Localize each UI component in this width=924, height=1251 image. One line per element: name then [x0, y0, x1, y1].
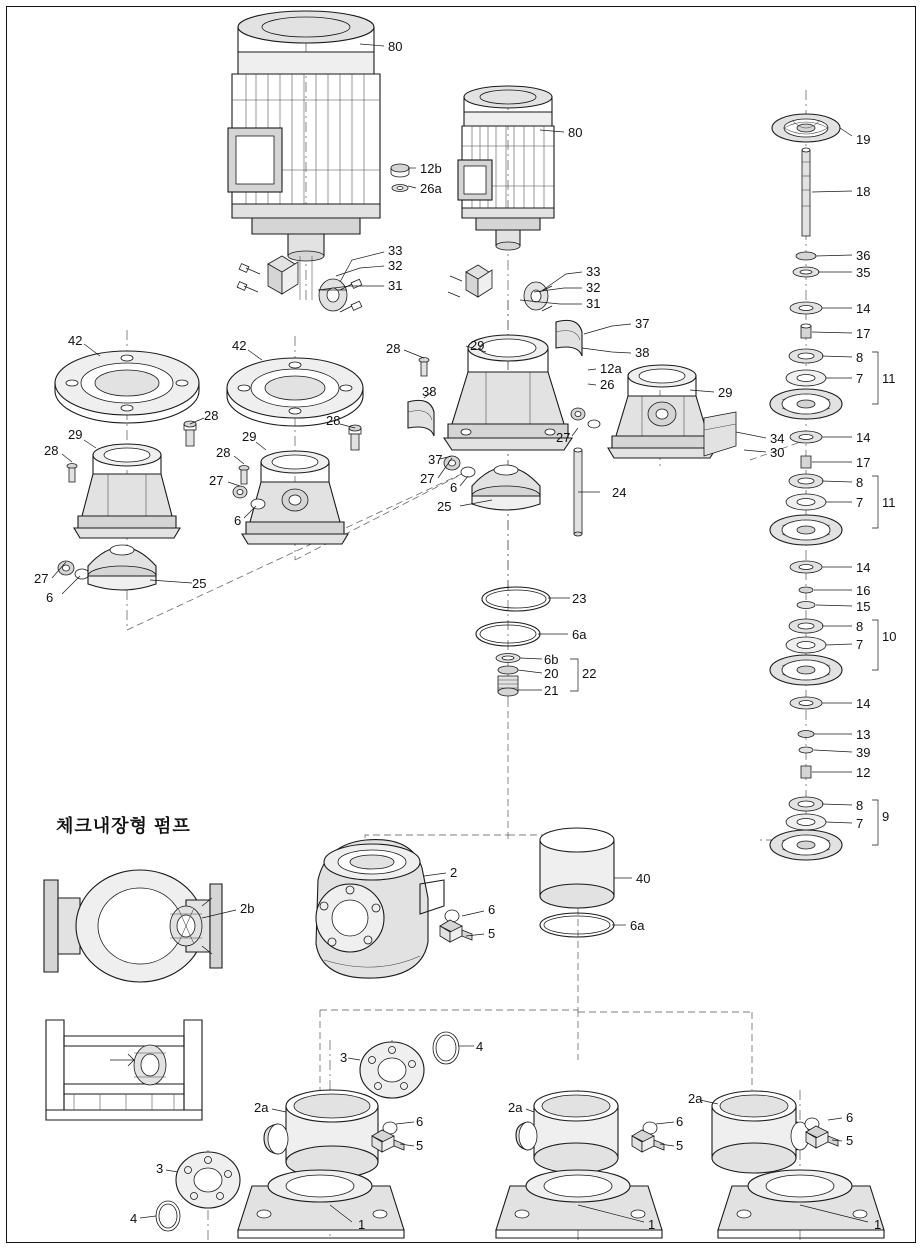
callout-4-left-bottom: 4: [130, 1211, 138, 1226]
flange-42-left: [55, 351, 199, 423]
callout-5-left: 5: [416, 1138, 424, 1153]
check-valve-pump-section: [46, 1020, 202, 1120]
callout-12a: 12a: [600, 361, 622, 376]
section-title: 체크내장형 펌프: [56, 816, 191, 836]
callout-24: 24: [612, 485, 627, 500]
motor-small: [458, 86, 554, 250]
callout-28-d: 28: [44, 443, 59, 458]
callout-38-a: 38: [635, 345, 650, 360]
flange-3-left-bottom: [176, 1152, 240, 1208]
callout-15: 15: [856, 599, 871, 614]
callout-8-b: 8: [856, 475, 864, 490]
shaft-guard-38-b: [408, 400, 434, 436]
callout-4-left-top: 4: [476, 1039, 484, 1054]
callout-6-mid: 6: [676, 1114, 684, 1129]
callout-27-d: 27: [34, 571, 49, 586]
stool-29-left: [74, 444, 180, 538]
callout-29-right: 29: [718, 385, 733, 400]
callout-8-d: 8: [856, 798, 864, 813]
callout-40: 40: [636, 871, 651, 886]
chamber-2a-mid: [516, 1091, 618, 1173]
callout-6a-seal: 6a: [572, 627, 587, 642]
callout-16: 16: [856, 583, 871, 598]
callout-6b: 6b: [544, 652, 559, 667]
callout-32-right: 32: [586, 280, 601, 295]
seal-stack: [476, 587, 550, 696]
callout-9: 9: [882, 809, 890, 824]
callout-20: 20: [544, 666, 559, 681]
stool-29-center: [444, 335, 572, 450]
callout-2a-mid: 2a: [508, 1100, 523, 1115]
flange-42-right: [227, 358, 363, 426]
callout-21: 21: [544, 683, 559, 698]
callout-14-b: 14: [856, 430, 871, 445]
callout-14-a: 14: [856, 301, 871, 316]
base-1-left: [238, 1170, 404, 1238]
callout-26: 26: [600, 377, 615, 392]
callout-7-c: 7: [856, 637, 864, 652]
assembly-centerlines: [127, 22, 806, 1240]
callout-12: 12: [856, 765, 871, 780]
callout-37-b: 37: [428, 452, 443, 467]
callout-28-b: 28: [204, 408, 219, 423]
callout-25-left: 25: [192, 576, 207, 591]
callout-1-mid: 1: [648, 1217, 656, 1232]
shaft-guard-38-a: [556, 320, 582, 356]
callout-1-left: 1: [358, 1217, 366, 1232]
callout-6-right: 6: [846, 1110, 854, 1125]
callout-7-b: 7: [856, 495, 864, 510]
callout-14-d: 14: [856, 696, 871, 711]
callout-23: 23: [572, 591, 587, 606]
cap-25-center: [472, 465, 540, 510]
callout-31-left: 31: [388, 278, 403, 293]
callout-2: 2: [450, 865, 458, 880]
base-1-mid: [496, 1170, 662, 1238]
callout-5-mid: 5: [676, 1138, 684, 1153]
callout-80-small: 80: [568, 125, 583, 140]
callout-29-left2: 29: [242, 429, 257, 444]
callout-2a-left: 2a: [254, 1100, 269, 1115]
callout-17-b: 17: [856, 455, 871, 470]
callout-13: 13: [856, 727, 871, 742]
pump-housing-2: [316, 840, 444, 979]
flange-3-left-top: [360, 1042, 424, 1098]
callout-42-a: 42: [68, 333, 83, 348]
callout-7-a: 7: [856, 371, 864, 386]
plate-34-30: [704, 412, 736, 456]
callout-22: 22: [582, 666, 597, 681]
callout-19: 19: [856, 132, 871, 147]
callout-2b: 2b: [240, 901, 255, 916]
callout-12b: 12b: [420, 161, 442, 176]
callout-18: 18: [856, 184, 871, 199]
plug-6-5-mid: [632, 1122, 664, 1152]
motor-large: [228, 11, 380, 300]
callout-1-right: 1: [874, 1217, 882, 1232]
callout-6-a3: 6: [46, 590, 54, 605]
callout-17-a: 17: [856, 326, 871, 341]
coupling-right: [448, 265, 552, 311]
callout-28-a: 28: [386, 341, 401, 356]
callout-30: 30: [770, 445, 785, 460]
ring-4-left-top: [433, 1032, 459, 1064]
callout-35: 35: [856, 265, 871, 280]
callout-36: 36: [856, 248, 871, 263]
callout-34: 34: [770, 431, 785, 446]
callout-6a-sleeve: 6a: [630, 918, 645, 933]
callout-27-a: 27: [556, 430, 571, 445]
stool-29-left2: [242, 451, 348, 544]
callout-32-left: 32: [388, 258, 403, 273]
callout-3-left-top: 3: [340, 1050, 348, 1065]
callout-7-d: 7: [856, 816, 864, 831]
callout-6-center: 6: [488, 902, 496, 917]
callout-25-center: 25: [437, 499, 452, 514]
callout-6-left: 6: [416, 1114, 424, 1129]
chamber-2a-left: [264, 1090, 378, 1178]
callout-31-right: 31: [586, 296, 601, 311]
stool-29-right: [608, 365, 716, 458]
callout-6-a1: 6: [234, 513, 242, 528]
callout-6-a2: 6: [450, 480, 458, 495]
callout-3-left-bottom: 3: [156, 1161, 164, 1176]
callout-27-c: 27: [420, 471, 435, 486]
check-valve-pump-iso: [44, 870, 222, 982]
coupling-left: [237, 256, 362, 312]
ring-4-left-bottom: [156, 1201, 180, 1231]
callout-26a: 26a: [420, 181, 442, 196]
callout-28-c: 28: [326, 413, 341, 428]
callout-33-right: 33: [586, 264, 601, 279]
chamber-2a-right: [712, 1091, 809, 1173]
plug-6-5-right: [805, 1118, 838, 1148]
callout-80-large: 80: [388, 39, 403, 54]
callout-5-right: 5: [846, 1133, 854, 1148]
callout-29-left: 29: [68, 427, 83, 442]
callout-42-b: 42: [232, 338, 247, 353]
callout-28-e: 28: [216, 445, 231, 460]
callout-8-c: 8: [856, 619, 864, 634]
callout-5-center: 5: [488, 926, 496, 941]
cap-25-left: [88, 545, 156, 590]
callout-2a-right: 2a: [688, 1091, 703, 1106]
callout-27-b: 27: [209, 473, 224, 488]
base-1-right: [718, 1170, 884, 1238]
callout-10: 10: [882, 629, 897, 644]
callout-8-a: 8: [856, 350, 864, 365]
callout-11-b: 11: [882, 495, 896, 510]
callout-29-center: 29: [470, 338, 485, 353]
callout-39: 39: [856, 745, 871, 760]
callout-33-left: 33: [388, 243, 403, 258]
callout-14-c: 14: [856, 560, 871, 575]
callout-11-a: 11: [882, 371, 896, 386]
callout-38-b: 38: [422, 384, 437, 399]
callout-37-a: 37: [635, 316, 650, 331]
sleeve-40: [540, 828, 614, 937]
bolt-12b-26a: [391, 164, 409, 192]
